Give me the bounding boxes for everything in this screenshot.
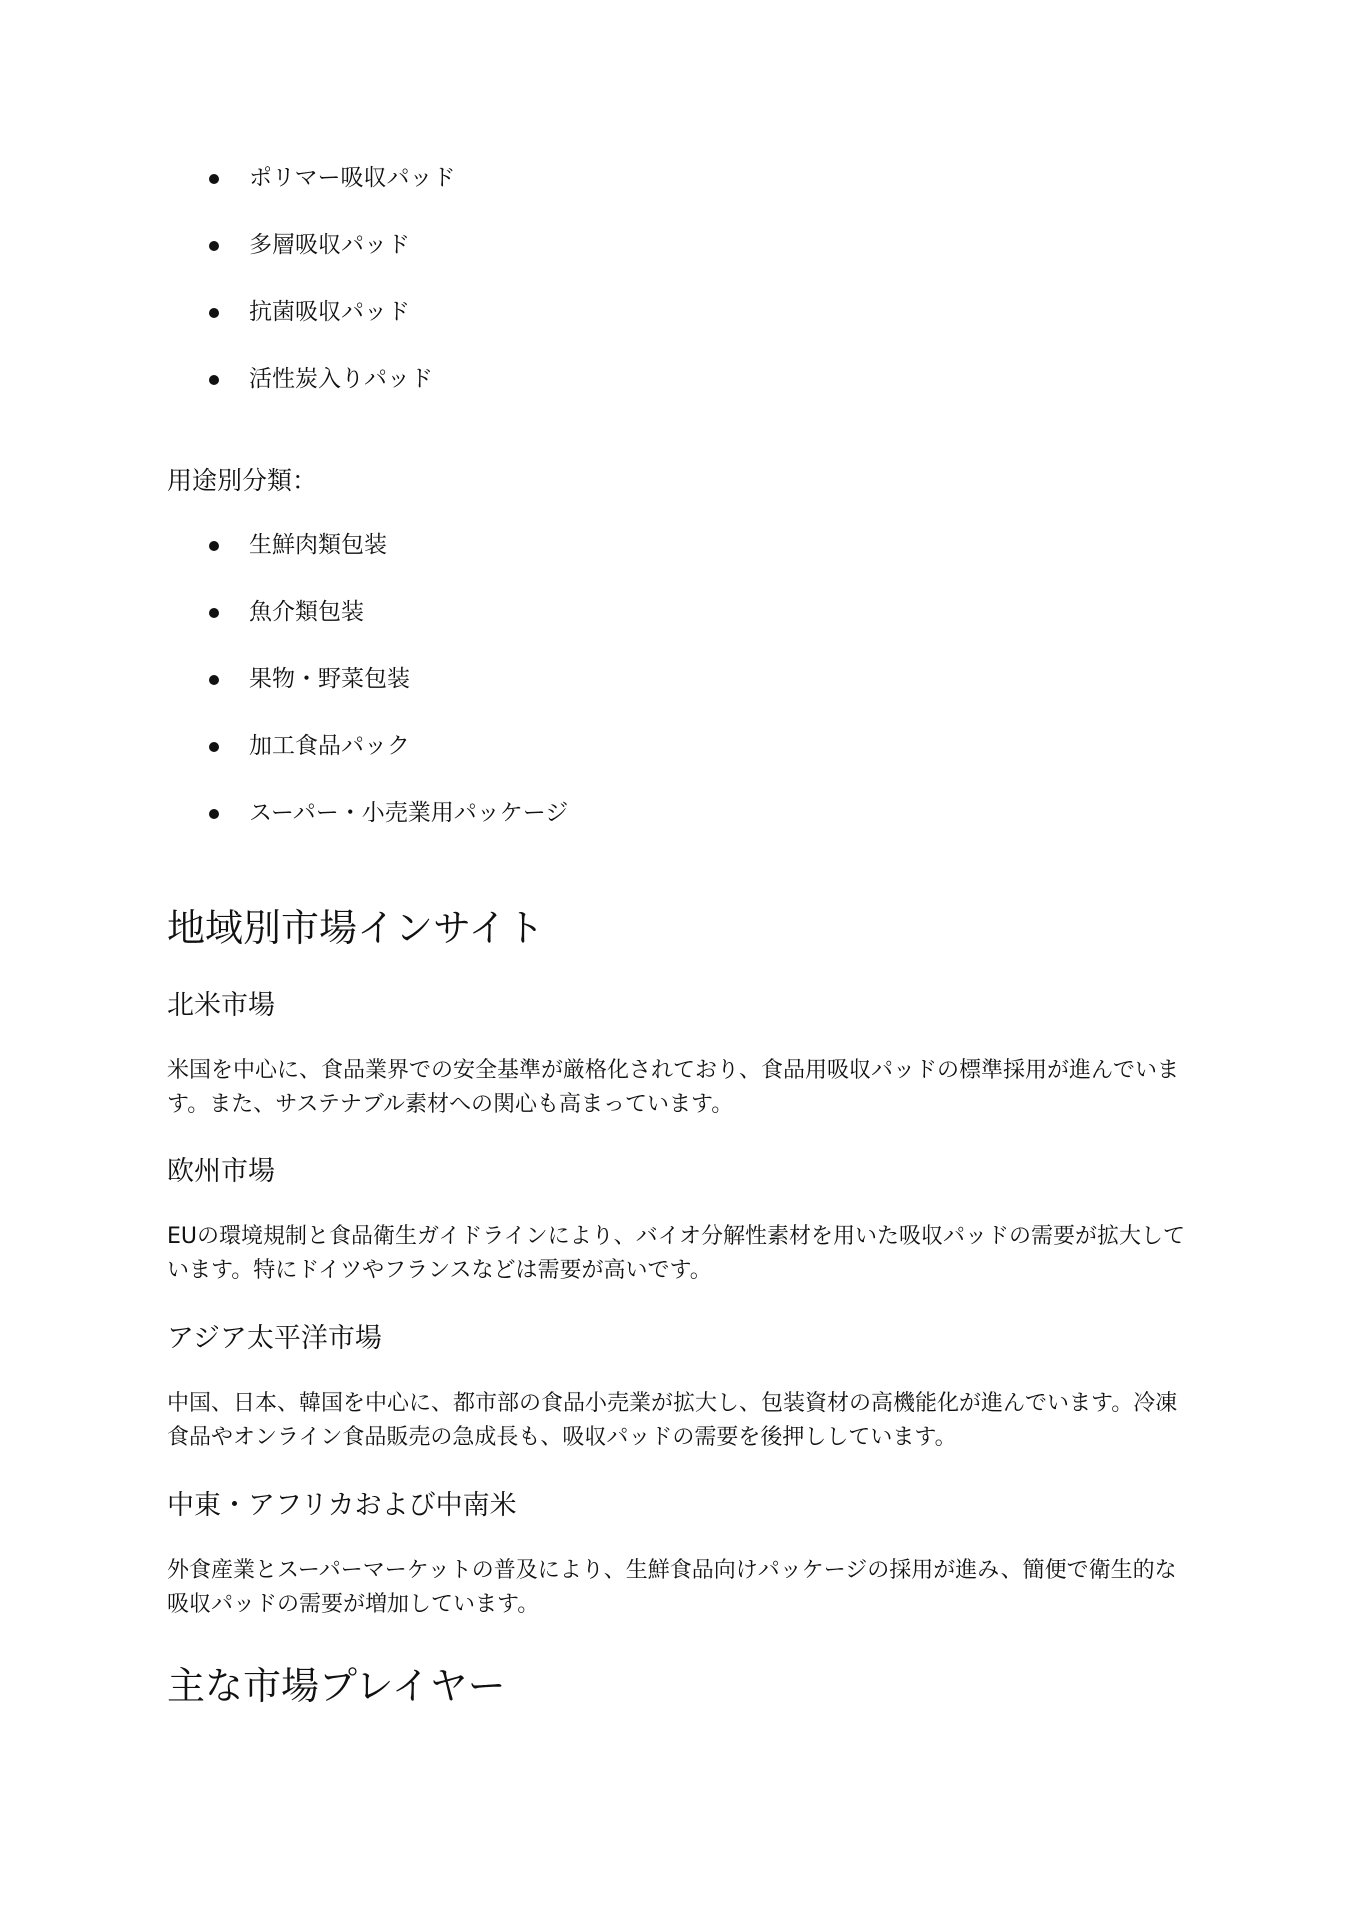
list-item bbox=[167, 161, 456, 228]
list-item bbox=[167, 228, 456, 295]
region-title-north-america: 北米市場 bbox=[167, 990, 275, 1021]
region-title-europe: 欧州市場 bbox=[167, 1156, 275, 1187]
region-text-north-america: 米国を中心に、食品業界での安全基準が厳格化されており、食品用吸収パッドの標準採用が進んでいます。また、サステナブル素材への関心も高まっています。 bbox=[167, 1058, 1180, 1117]
bullet-icon bbox=[209, 809, 219, 819]
list-item-text: 加工食品パック bbox=[249, 733, 410, 759]
list-item-text: スーパー・小売業用パッケージ bbox=[249, 800, 569, 826]
region-text-mea-latam: 外食産業とスーパーマーケットの普及により、生鮮食品向けパッケージの採用が進み、簡便で衛生的な吸収パッドの需要が増加しています。 bbox=[167, 1558, 1177, 1617]
list-item bbox=[167, 362, 456, 429]
bullet-icon bbox=[209, 675, 219, 685]
region-title-asia-pacific: アジア太平洋市場 bbox=[167, 1323, 382, 1354]
region-text-europe: EUの環境規制と食品衛生ガイドラインにより、バイオ分解性素材を用いた吸収パッドの需要が拡大しています。特にドイツやフランスなどは需要が高いです。 bbox=[167, 1224, 1186, 1283]
list-item-text: 果物・野菜包装 bbox=[249, 666, 410, 692]
list-item-text: 生鮮肉類包装 bbox=[249, 532, 387, 558]
list-item bbox=[167, 662, 568, 729]
bullet-icon bbox=[209, 541, 219, 551]
list-item bbox=[167, 729, 568, 796]
list-item-text: 抗菌吸収パッド bbox=[249, 299, 410, 325]
market-players-heading: 主な市場プレイヤー bbox=[167, 1664, 506, 1708]
application-list bbox=[167, 528, 568, 863]
bullet-icon bbox=[209, 308, 219, 318]
bullet-icon bbox=[209, 241, 219, 251]
bullet-icon bbox=[209, 174, 219, 184]
list-item-text: 活性炭入りパッド bbox=[249, 366, 433, 392]
bullet-icon bbox=[209, 742, 219, 752]
bullet-icon bbox=[209, 375, 219, 385]
application-category-label: 用途別分類： bbox=[167, 466, 318, 495]
bullet-icon bbox=[209, 608, 219, 618]
list-item bbox=[167, 595, 568, 662]
product-type-list bbox=[167, 161, 456, 429]
region-text-asia-pacific: 中国、日本、韓国を中心に、都市部の食品小売業が拡大し、包装資材の高機能化が進んでいます。冷凍食品やオンライン食品販売の急成長も、吸収パッドの需要を後押ししています。 bbox=[167, 1391, 1178, 1450]
list-item bbox=[167, 796, 568, 863]
list-item-text: ポリマー吸収パッド bbox=[249, 165, 456, 191]
list-item bbox=[167, 295, 456, 362]
region-title-mea-latam: 中東・アフリカおよび中南米 bbox=[167, 1490, 517, 1521]
list-item bbox=[167, 528, 568, 595]
regional-insights-heading: 地域別市場インサイト bbox=[167, 906, 545, 950]
list-item-text: 多層吸収パッド bbox=[249, 232, 410, 258]
list-item-text: 魚介類包装 bbox=[249, 599, 364, 625]
